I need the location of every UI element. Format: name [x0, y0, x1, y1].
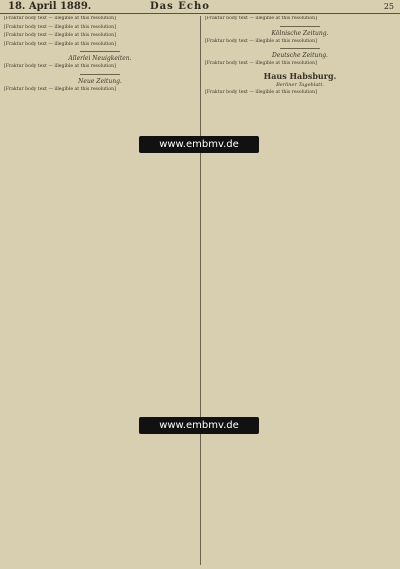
page-header: [0, 0, 400, 14]
issue-date: 18. April 1889.: [8, 1, 92, 12]
right-column: [205, 16, 395, 565]
section-divider: [80, 74, 120, 75]
watermark-text: www.embmv.de: [159, 420, 239, 431]
watermark-banner: [139, 136, 259, 153]
section-divider: [280, 26, 320, 27]
masthead-title: Das Echo: [150, 1, 210, 12]
left-column-body: [4, 16, 196, 94]
section-subheading: Berliner Tageblatt.: [276, 81, 324, 88]
article-text: [Fraktur body text — illegible at this resolution]: [4, 64, 116, 70]
article-text: [Fraktur body text — illegible at this resolution]: [4, 16, 116, 21]
section-heading: Allerlei Neuigkeiten.: [68, 55, 132, 63]
right-column-body: [205, 16, 395, 96]
watermark-banner: [139, 417, 259, 434]
section-divider: [80, 51, 120, 52]
left-column: [4, 16, 196, 565]
section-heading-large: Haus Habsburg.: [263, 70, 337, 81]
article-text: [Fraktur body text — illegible at this resolution]: [205, 16, 317, 21]
section-heading: Deutsche Zeitung.: [272, 52, 328, 60]
section-divider: [280, 48, 320, 49]
watermark-text: www.embmv.de: [159, 139, 239, 150]
article-text: [Fraktur body text — illegible at this resolution]: [205, 38, 317, 44]
article-text: [Fraktur body text — illegible at this resolution]: [4, 33, 116, 39]
article-text: [Fraktur body text — illegible at this resolution]: [205, 61, 317, 67]
page-number: 25: [383, 2, 394, 11]
article-text: [Fraktur body text — illegible at this resolution]: [4, 86, 116, 92]
article-text: [Fraktur body text — illegible at this resolution]: [205, 89, 317, 95]
article-text: [Fraktur body text — illegible at this resolution]: [4, 24, 116, 30]
section-heading: Neue Zeitung.: [78, 77, 122, 85]
section-heading: Kölnische Zeitung.: [271, 29, 329, 37]
article-text: [Fraktur body text — illegible at this resolution]: [4, 41, 116, 47]
column-divider: [200, 16, 201, 565]
